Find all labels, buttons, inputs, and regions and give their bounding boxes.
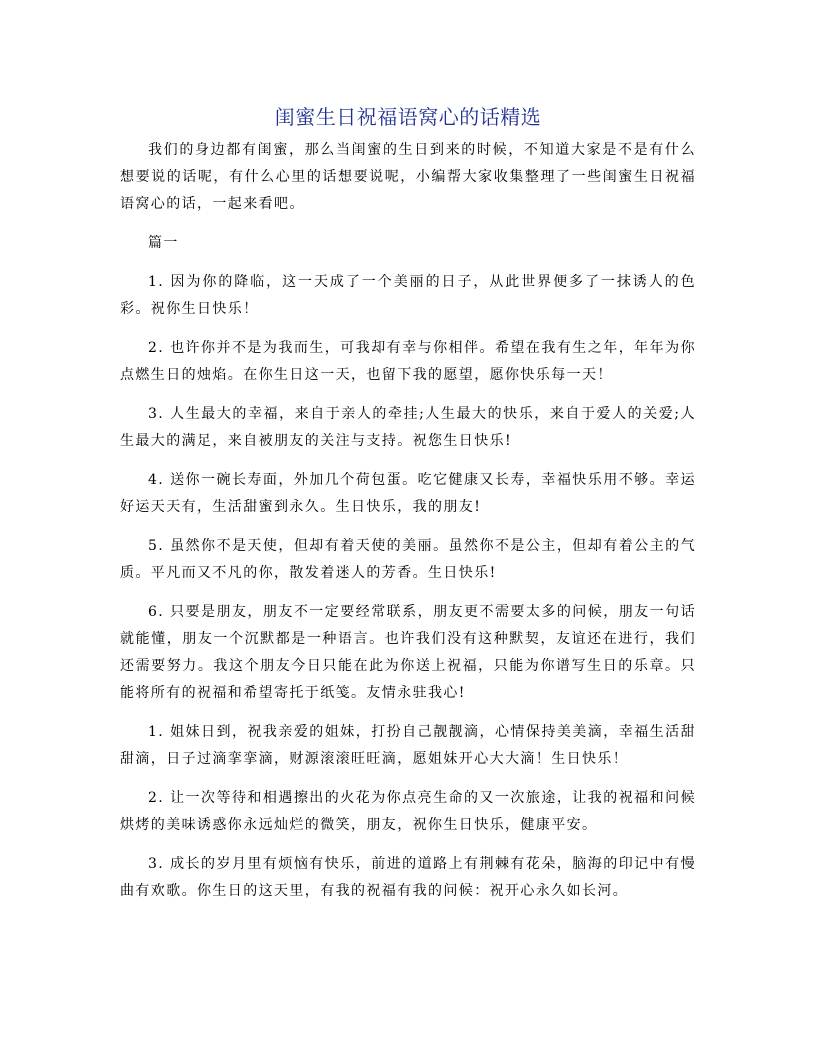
blessing-paragraph: 2. 让一次等待和相遇擦出的火花为你点亮生命的又一次旅途，让我的祝福和问候烘烤的美味诱惑你永远灿烂的微笑，朋友，祝你生日快乐，健康平安。 <box>120 790 696 833</box>
paragraph-gap <box>120 323 696 335</box>
blessing-paragraph: 2. 也许你并不是为我而生，可我却有幸与你相伴。希望在我有生之年，年年为你点燃生日的烛焰。在你生日这一天，也留下我的愿望，愿你快乐每一天！ <box>120 340 696 383</box>
paragraph-gap <box>120 257 696 269</box>
paragraph-gap <box>120 587 696 599</box>
blessing-paragraph: 4. 送你一碗长寿面，外加几个荷包蛋。吃它健康又长寿，幸福快乐用不够。幸运好运天天有，生活甜蜜到永久。生日快乐，我的朋友! <box>120 472 696 515</box>
paragraph-gap <box>120 218 696 230</box>
blessing-paragraph: 5. 虽然你不是天使，但却有着天使的美丽。虽然你不是公主，但却有着公主的气质。平凡而又不凡的你，散发着迷人的芳香。生日快乐! <box>120 538 696 581</box>
paragraph-gap <box>120 707 696 719</box>
paragraph-gap <box>120 455 696 467</box>
blessing-paragraph: 3. 人生最大的幸福，来自于亲人的牵挂;人生最大的快乐，来自于爱人的关爱;人生最大的满足，来自被朋友的关注与支持。祝您生日快乐! <box>120 406 696 449</box>
paragraph-gap <box>120 521 696 533</box>
document-body <box>120 137 696 905</box>
blessing-paragraph: 1. 因为你的降临，这一天成了一个美丽的日子，从此世界便多了一抹诱人的色彩。祝你生日快乐！ <box>120 274 696 317</box>
blessing-paragraph: 3. 成长的岁月里有烦恼有快乐，前进的道路上有荆棘有花朵，脑海的印记中有慢曲有欢歌。你生日的这天里，有我的祝福有我的问候：祝开心永久如长河。 <box>120 856 696 899</box>
section-heading: 篇一 <box>148 235 179 251</box>
document-title: 闺蜜生日祝福语窝心的话精选 <box>274 105 542 129</box>
paragraph-gap <box>120 839 696 851</box>
paragraph-gap <box>120 389 696 401</box>
paragraph-gap <box>120 773 696 785</box>
blessing-paragraph: 6. 只要是朋友，朋友不一定要经常联系，朋友更不需要太多的问候，朋友一句话就能懂，朋友一个沉默都是一种语言。也许我们没有这种默契，友谊还在进行，我们还需要努力。我这个朋友今日只能在此为你送上祝福，只能为你谱写生日的乐章。只能将所有的祝福和希望寄托于纸笺。友情永驻我心! <box>120 604 696 701</box>
intro-paragraph: 我们的身边都有闺蜜，那么当闺蜜的生日到来的时候，不知道大家是不是有什么想要说的话呢，有什么心里的话想要说呢，小编帮大家收集整理了一些闺蜜生日祝福语窝心的话，一起来看吧。 <box>120 142 696 212</box>
blessing-paragraph: 1. 姐妹日到，祝我亲爱的姐妹，打扮自己靓靓滴，心情保持美美滴，幸福生活甜甜滴，日子过滴挛挛滴，财源滚滚旺旺滴，愿姐妹开心大大滴！生日快乐！ <box>120 724 696 767</box>
